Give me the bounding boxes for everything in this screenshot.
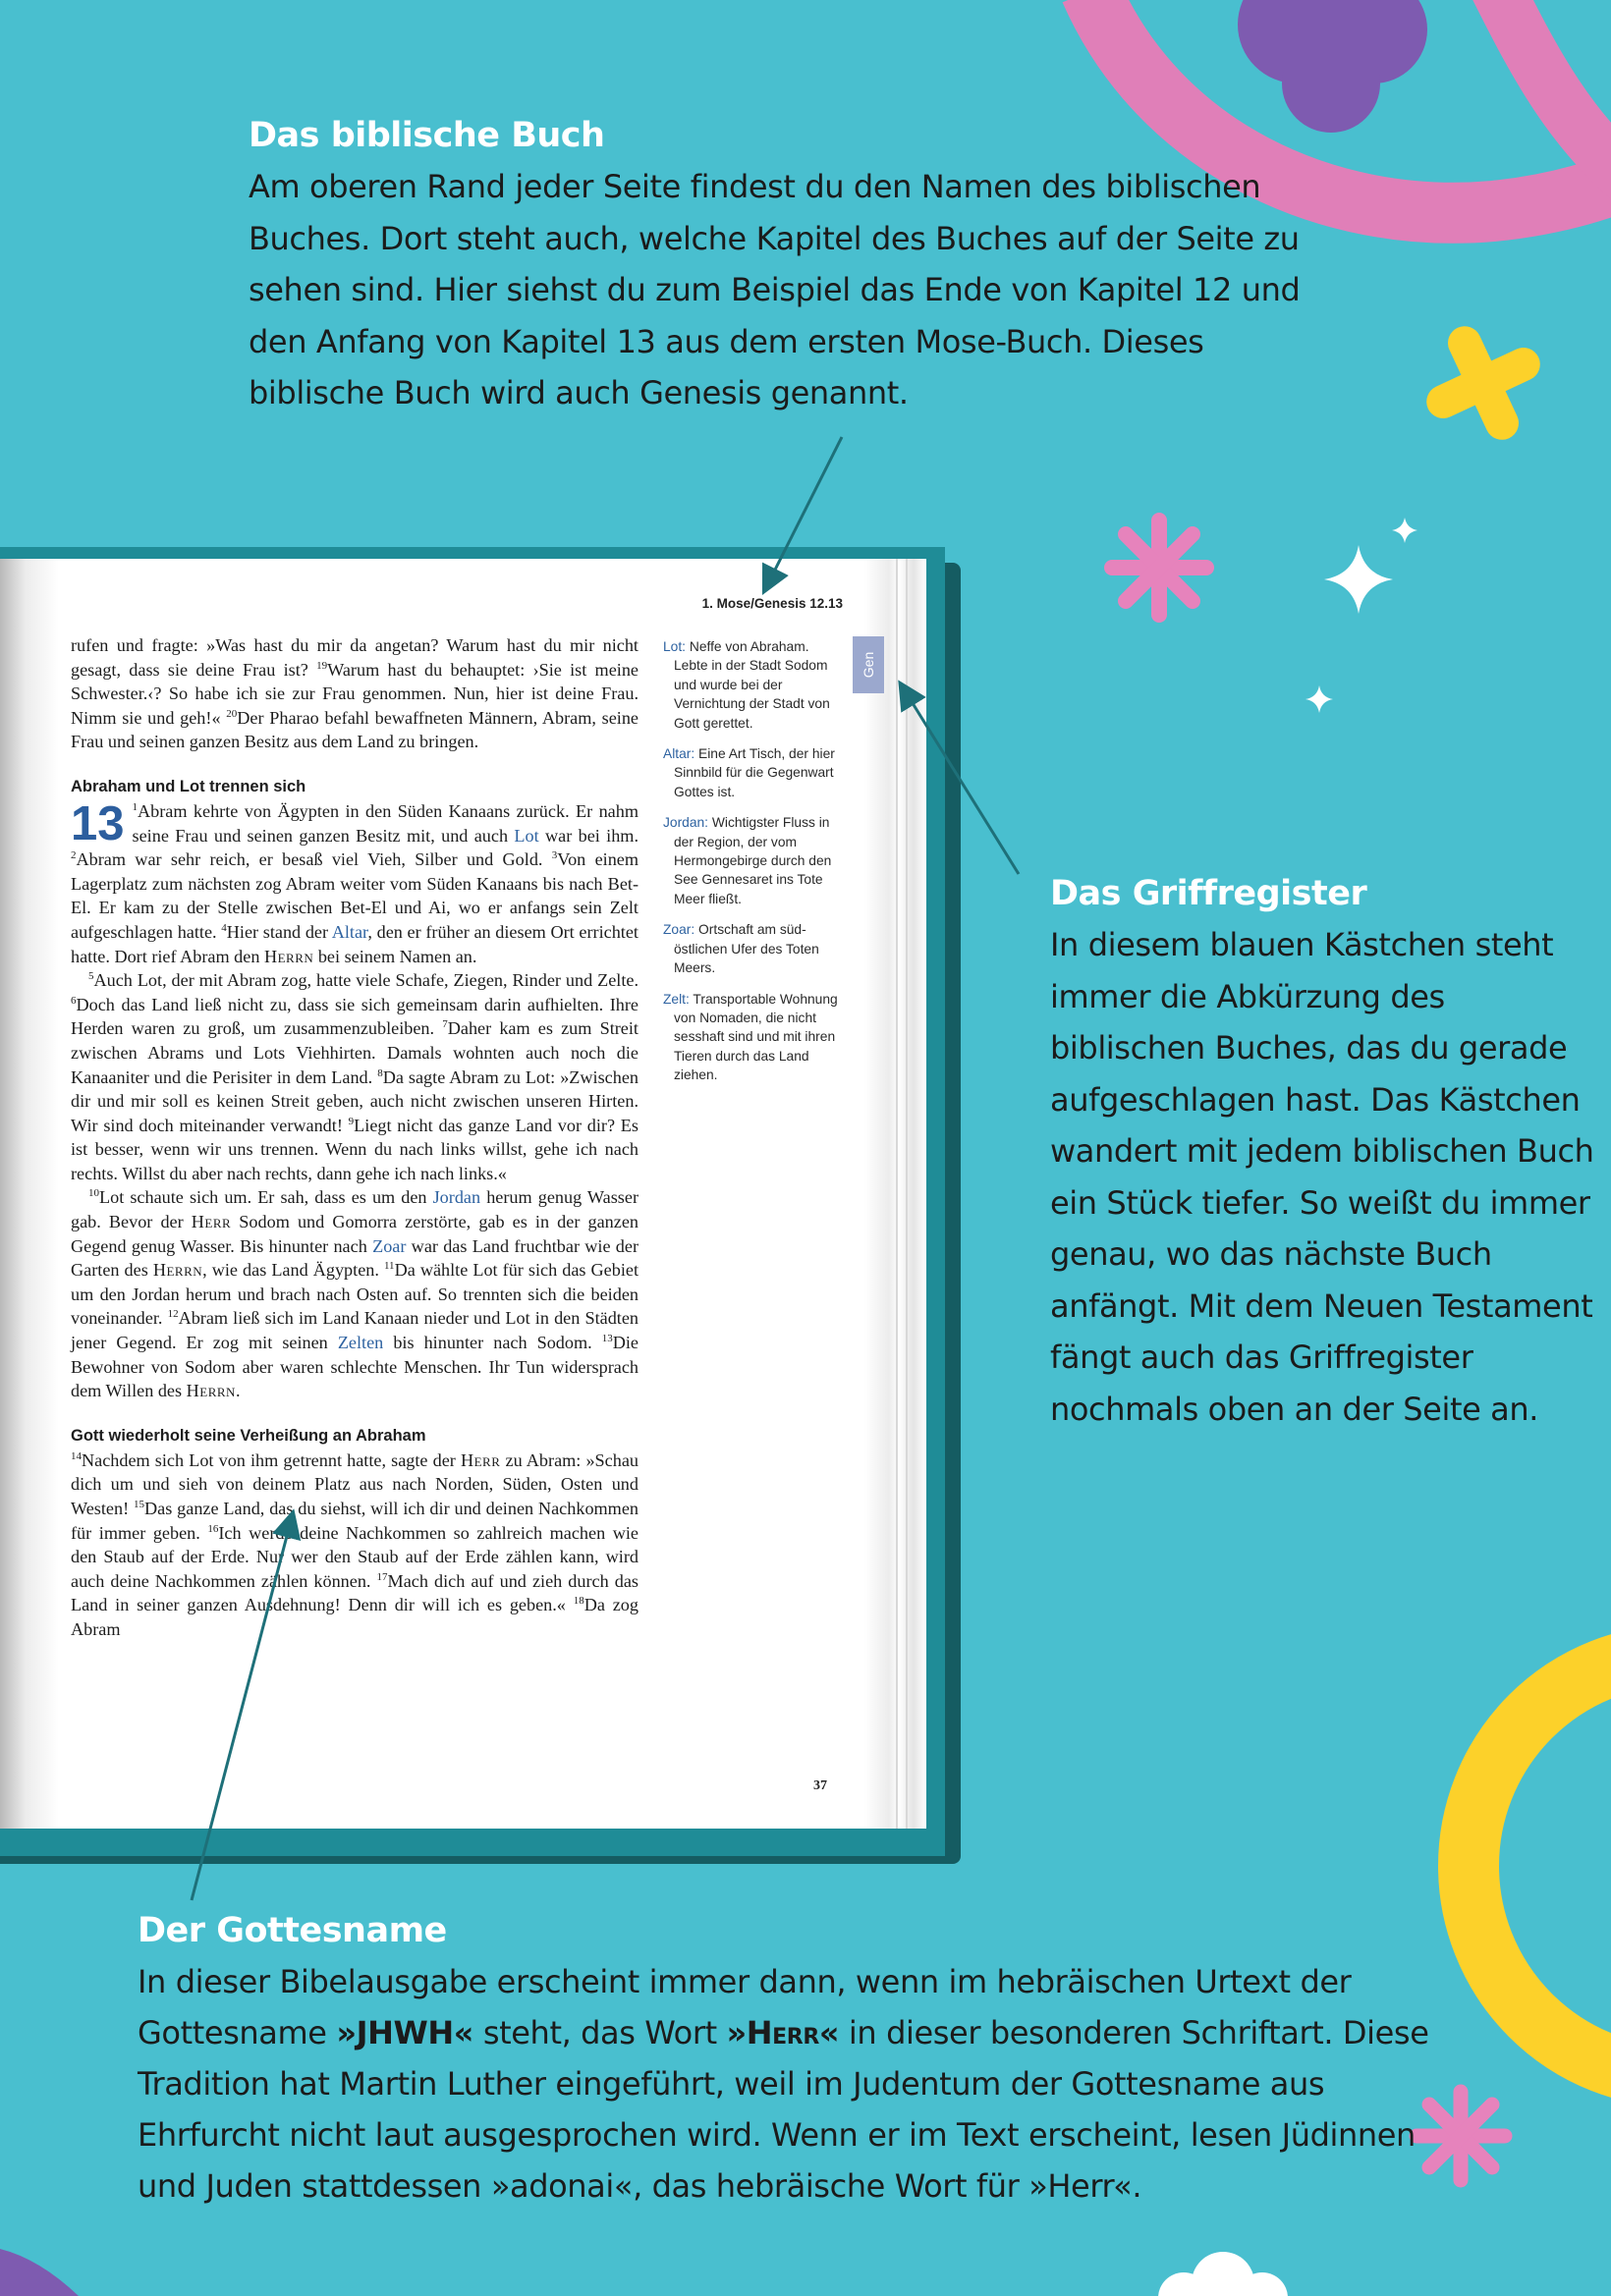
glossary-entry: Altar: Eine Art Tisch, der hier Sinnbild für die Gegenwart Gottes ist. bbox=[663, 746, 835, 799]
running-header: 1. Mose/Genesis 12.13 bbox=[701, 596, 843, 611]
callout-text: In dieser Bibelausgabe erscheint immer dann, wenn im hebräischen Urtext der Gottesname »JHWH« steht, das Wort »Herr« in dieser besonderen Schriftart. Diese Tradition hat Martin Luther eingeführt, weil im Judentum der Gottesname aus Ehrfurcht nicht laut ausgesprochen wird. Wenn er im Text erscheint, lesen Jüdinnen und Juden stattdessen »adonai«, das hebräische Wort für »Herr«. bbox=[138, 1963, 1429, 2205]
bible-paragraph: $^5$Auch Lot, der mit Abram zog, hatte viele Schafe, Ziegen, Rinder und Zelte. $^6$Doch das Land ließ nicht zu, dass sie sich gemeinsam darin aufhielten. Ihre Herden waren zu groß, um zusammenzubleiben. $^7$Daher kam es zum Streit zwischen Abrams und Lots Viehhirten. Damals wohnten auch noch die Kanaaniter und die Perisiter in dem Land. $^8$Da sagte Abram zu Lot: »Zwischen dir und mir soll es keinen Streit geben, auch nicht zwischen unseren Hirten. Wir sind doch miteinander verwandt! $^9$Liegt nicht das ganze Land vor dir? Es ist besser, wenn wir uns trennen. Wenn du nach links willst, gehe ich nach rechts. Willst du aber nach rechts, dann gehe ich nach links.« bbox=[71, 970, 639, 1183]
bible-paragraph: 13 $^1$Abram kehrte von Ägypten in den Süden Kanaans zurück. Er nahm seine Frau und seinen ganzen Besitz mit, und auch Lot war bei ihm. $^2$Abram war sehr reich, er besaß viel Vieh, Silber und Gold. $^3$Von einem Lagerplatz zum nächsten zog Abram weiter vom Süden Kanaans bis nach Bet-El. Er kam zu der Stelle zwischen Bet-El und Ai, wo er anfangs sein Zelt aufgeschlagen hatte. $^4$Hier stand der Altar, den er früher an diesem Ort errichtet hatte. Dort rief Abram den Herrn bei seinem Namen an. bbox=[71, 796, 639, 966]
page-number: 37 bbox=[813, 1778, 827, 1793]
godname-herr: Herrn bbox=[263, 946, 314, 966]
callout-text: Am oberen Rand jeder Seite findest du den Namen des biblischen Buches. Dort steht auch, welche Kapitel des Buches auf der Seite zu sehen sind. Hier siehst du zum Beispiel das Ende von Kapitel 12 und den Anfang von Kapitel 13 aus dem ersten Mose-Buch. Dieses biblische Buch wird auch Genesis genannt. bbox=[249, 168, 1301, 411]
jhwh-word: »JHWH« bbox=[336, 2014, 474, 2051]
callout-title: Der Gottesname bbox=[138, 1911, 447, 1950]
glossary-link-jordan[interactable]: Jordan bbox=[432, 1187, 481, 1208]
callout-title: Das biblische Buch bbox=[249, 116, 605, 155]
bible-paragraph: $^{14}$Nachdem sich Lot von ihm getrennt hatte, sagte der Herr zu Abram: »Schau dich um und sieh von deinem Platz aus nach Norden, Süden, Osten und Westen! $^{15}$Das ganze Land, das du siehst, will ich dir und deinen Nachkommen für immer geben. $^{16}$Ich werde deine Nachkommen so zahlreich machen wie den Staub auf der Erde. Nur wer den Staub auf der Erde zählen kann, wird auch deine Nachkommen zählen können. $^{17}$Mach dich auf und zieh durch das Land in seiner ganzen Ausdehnung! Denn dir will ich es geben.« $^{18}$Da zog Abram bbox=[71, 1449, 639, 1639]
glossary-entry: Jordan: Wichtigster Fluss in der Region, der vom Hermongebirge durch den See Gennesaret ins Tote Meer fließt. bbox=[663, 815, 832, 906]
arrow-to-godname bbox=[192, 1517, 292, 1900]
glossary-entry: Zoar: Ortschaft am süd-östlichen Ufer des Toten Meers. bbox=[663, 922, 819, 976]
glossary-link-lot[interactable]: Lot bbox=[514, 825, 539, 846]
herr-word: »Herr« bbox=[726, 2014, 840, 2051]
arrow-to-running-header bbox=[766, 437, 842, 587]
glossary-link-zelt[interactable]: Zelten bbox=[337, 1333, 384, 1353]
glossary-entry: Zelt: Transportable Wohnung von Nomaden, die nicht sesshaft sind und mit ihren Tieren durch das Land ziehen. bbox=[663, 991, 838, 1083]
section-heading: Abraham und Lot trennen sich bbox=[71, 777, 306, 795]
section-heading: Gott wiederholt seine Verheißung an Abraham bbox=[71, 1426, 426, 1445]
godname-herr: Herr bbox=[191, 1212, 232, 1232]
callout-title: Das Griffregister bbox=[1050, 874, 1367, 913]
bible-paragraph: rufen und fragte: »Was hast du mir da angetan? Warum hast du mir nicht gesagt, dass sie deine Frau ist? $^{19}$Warum hast du behauptet: ›Sie ist meine Schwester.‹? So habe ich sie zur Frau genommen. Nun, hier ist deine Frau. Nimm sie und geh!« $^{20}$Der Pharao befahl bewaffneten Männern, Abram, seine Frau und seinen ganzen Besitz aus dem Land zu bringen. bbox=[71, 635, 639, 752]
godname-herr: Herrn bbox=[152, 1260, 203, 1281]
glossary-link-altar[interactable]: Altar bbox=[331, 921, 368, 942]
thumb-tab-label: Gen bbox=[861, 651, 876, 679]
callout-text: In diesem blauen Kästchen steht immer die Abkürzung des biblischen Buches, das du gerade aufgeschlagen hast. Das Kästchen wandert mit jedem biblischen Buch ein Stück tiefer. So weißt du immer genau, wo das nächste Buch anfängt. Mit dem Neuen Testament fängt auch das Griffregister nochmals oben an der Seite an. bbox=[1050, 926, 1594, 1428]
godname-herr: Herr bbox=[460, 1449, 501, 1470]
chapter-number: 13 bbox=[71, 796, 125, 850]
glossary-entry: Lot: Neffe von Abraham. Lebte in der Stadt Sodom und wurde bei der Vernichtung der Stadt von Gott gerettet. bbox=[663, 639, 830, 731]
glossary-link-zoar[interactable]: Zoar bbox=[372, 1235, 407, 1256]
arrow-to-thumb-tab bbox=[903, 687, 1019, 874]
bible-paragraph: $^{10}$Lot schaute sich um. Er sah, dass es um den Jordan herum genug Wasser gab. Bevor der Herr Sodom und Gomorra zerstörte, gab es in der ganzen Gegend genug Wasser. Bis hinunter nach Zoar war das Land fruchtbar wie der Garten des Herrn, wie das Land Ägypten. $^{11}$Da wählte Lot für sich das Gebiet um den Jordan herum und brach nach Osten auf. So trennten sich die beiden voneinander. $^{12}$Abram ließ sich im Land Kanaan nieder und Lot in den Städten jener Gegend. Er zog mit seinen Zelten bis hinunter nach Sodom. $^{13}$Die Bewohner von Sodom aber waren schlechte Menschen. Ihr Tun widersprach dem Willen des Herrn. bbox=[71, 1187, 639, 1401]
godname-herr: Herrn bbox=[186, 1381, 236, 1401]
